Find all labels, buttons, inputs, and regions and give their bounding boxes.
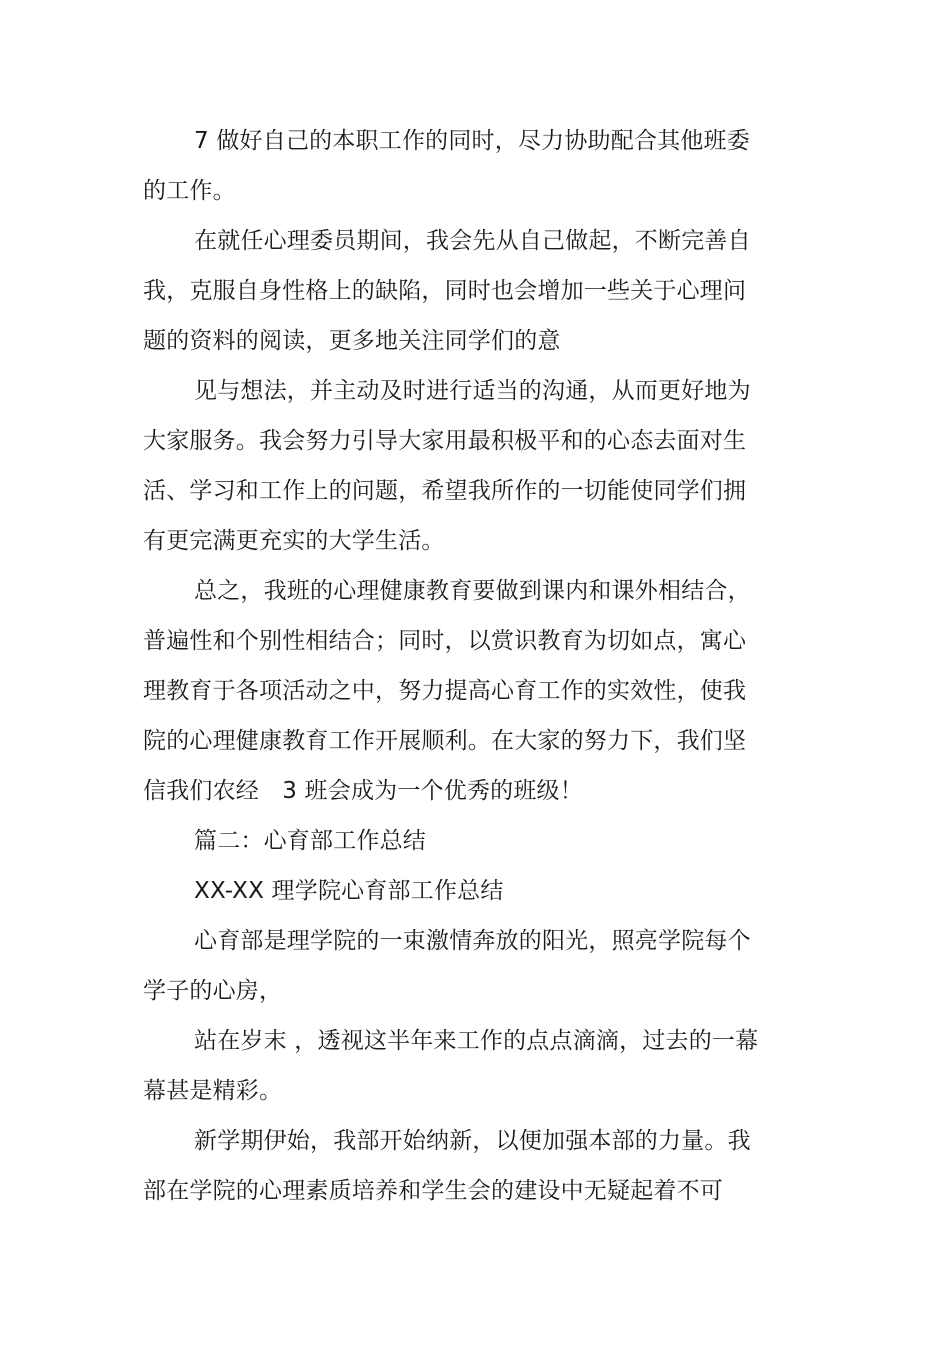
text-line: 普遍性和个别性相结合；同时，以赏识教育为切如点，寓心 xyxy=(143,628,747,654)
text-line: 幕甚是精彩。 xyxy=(143,1078,283,1104)
text-line: 在就任心理委员期间，我会先从自己做起，不断完善自 xyxy=(194,228,751,254)
document-title: XX-XX 理学院心育部工作总结 xyxy=(194,878,504,904)
text-line: 有更完满更充实的大学生活。 xyxy=(143,528,445,554)
text-line: 题的资料的阅读，更多地关注同学们的意 xyxy=(143,328,561,354)
text-line: 心育部是理学院的一束激情奔放的阳光，照亮学院每个 xyxy=(194,928,751,954)
text-line: 见与想法，并主动及时进行适当的沟通，从而更好地为 xyxy=(194,378,751,404)
text-line: 学子的心房， xyxy=(143,978,283,1004)
text-line: 我，克服自身性格上的缺陷，同时也会增加一些关于心理问 xyxy=(143,278,747,304)
text-line: 活、学习和工作上的问题，希望我所作的一切能使同学们拥 xyxy=(143,478,747,504)
text-line: 7 做好自己的本职工作的同时，尽力协助配合其他班委 xyxy=(194,128,750,154)
text-line: 理教育于各项活动之中，努力提高心育工作的实效性，使我 xyxy=(143,678,747,704)
text-line: 信我们农经 3 班会成为一个优秀的班级！ xyxy=(143,778,583,804)
text-line: 的工作。 xyxy=(143,178,236,204)
text-line: 站在岁末 ，透视这半年来工作的点点滴滴，过去的一幕 xyxy=(194,1028,759,1054)
text-line: 院的心理健康教育工作开展顺利。在大家的努力下，我们坚 xyxy=(143,728,747,754)
text-line: 大家服务。我会努力引导大家用最积极平和的心态去面对生 xyxy=(143,428,747,454)
text-line: 新学期伊始，我部开始纳新，以便加强本部的力量。我 xyxy=(194,1128,751,1154)
text-line: 部在学院的心理素质培养和学生会的建设中无疑起着不可 xyxy=(143,1178,723,1204)
text-line: 总之，我班的心理健康教育要做到课内和课外相结合， xyxy=(194,578,751,604)
section-heading: 篇二：心育部工作总结 xyxy=(194,828,426,854)
